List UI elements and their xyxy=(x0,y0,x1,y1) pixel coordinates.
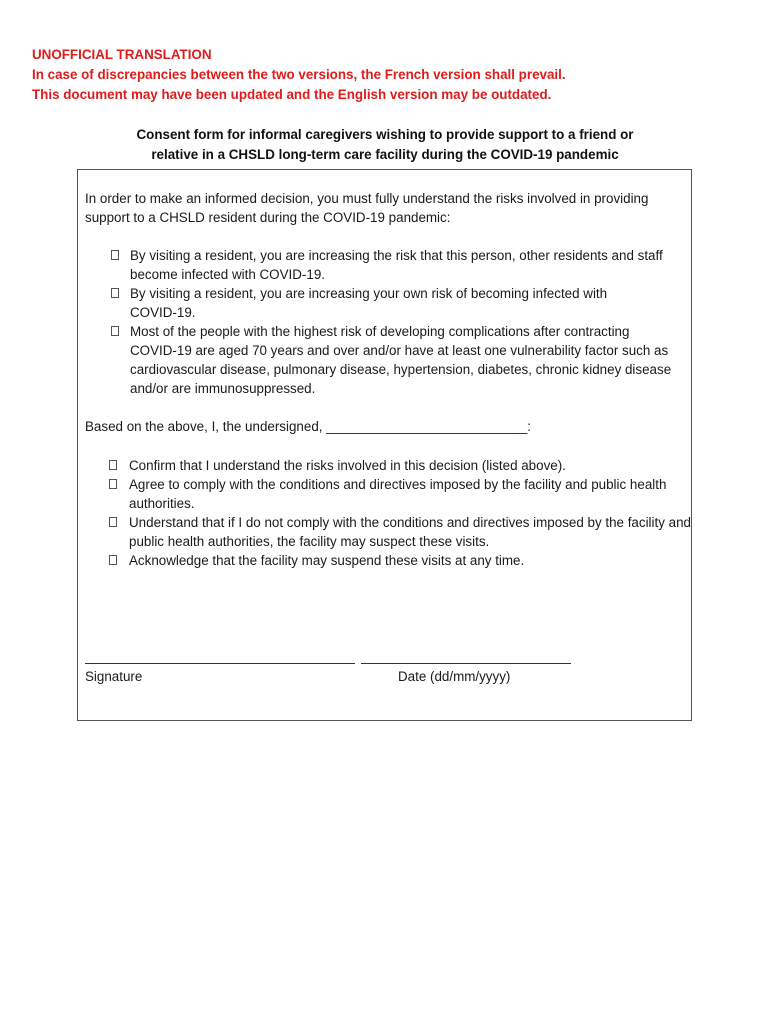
list-item xyxy=(78,322,672,398)
intro-paragraph: In order to make an informed decision, you must fully understand the risks involved in providing support to a CHSLD resident during the COVID-19 pandemic: xyxy=(85,191,649,225)
checkbox-icon[interactable] xyxy=(111,288,119,298)
notice-heading: UNOFFICIAL TRANSLATION xyxy=(32,47,212,62)
list-item xyxy=(78,475,692,513)
signature-label: Signature xyxy=(85,669,143,684)
list-item xyxy=(78,456,689,475)
date-label: Date (dd/mm/yyyy) xyxy=(398,669,511,684)
translation-notice xyxy=(32,45,732,105)
risk-text-3: Most of the people with the highest risk of developing complications after contracting COVID-19 are aged 70 years and over and/or have at least one vulnerability factor such as cardiovascular disease, pulmonary disease, hypertension, diabetes, chronic kidney disease and/or are immunosuppressed. xyxy=(130,324,672,396)
undersigned-statement: Based on the above, I, the undersigned, ___________________________: xyxy=(85,419,532,434)
risk-text-1: By visiting a resident, you are increasing the risk that this person, other residents and staff become infected with COVID-19. xyxy=(130,248,663,282)
risks-list xyxy=(78,246,690,398)
checkbox-icon[interactable] xyxy=(111,250,119,260)
title-line-1: Consent form for informal caregivers wishing to provide support to a friend or xyxy=(136,127,634,142)
checkbox-icon[interactable] xyxy=(109,460,117,470)
consent-form-box xyxy=(77,169,692,721)
commitment-text-4: Acknowledge that the facility may suspend these visits at any time. xyxy=(129,553,525,568)
checkbox-icon[interactable] xyxy=(109,555,117,565)
commitment-text-3: Understand that if I do not comply with the conditions and directives imposed by the facility and public health authorities, the facility may suspect these visits. xyxy=(129,515,691,549)
list-item xyxy=(78,246,685,284)
notice-outdated-line: This document may have been updated and the English version may be outdated. xyxy=(32,87,552,102)
risk-text-2: By visiting a resident, you are increasing your own risk of becoming infected with COVID-19. xyxy=(130,286,608,320)
notice-discrepancy-line: In case of discrepancies between the two versions, the French version shall prevail. xyxy=(32,67,566,82)
list-item xyxy=(78,284,650,322)
commitments-list xyxy=(78,456,690,570)
list-item xyxy=(78,551,692,570)
checkbox-icon[interactable] xyxy=(109,479,117,489)
commitment-text-1: Confirm that I understand the risks involved in this decision (listed above). xyxy=(129,458,566,473)
list-item xyxy=(78,513,692,551)
checkbox-icon[interactable] xyxy=(109,517,117,527)
checkbox-icon[interactable] xyxy=(111,326,119,336)
date-line[interactable] xyxy=(361,663,571,664)
page-title xyxy=(60,125,710,165)
signature-line[interactable] xyxy=(85,663,355,664)
title-line-2: relative in a CHSLD long-term care facility during the COVID-19 pandemic xyxy=(151,147,619,162)
commitment-text-2: Agree to comply with the conditions and directives imposed by the facility and public health authorities. xyxy=(129,477,667,511)
